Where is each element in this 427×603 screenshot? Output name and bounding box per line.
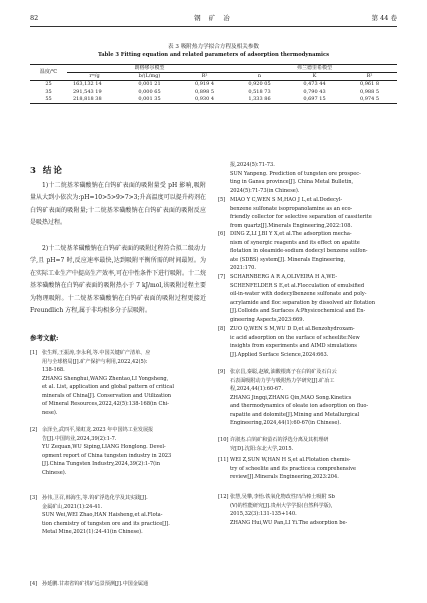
- table-cell: 1,333 86: [232, 96, 287, 104]
- table-cell: 0,919 4: [194, 81, 215, 88]
- reference-item: [30, 580, 206, 589]
- reference-number: [12]: [218, 494, 229, 500]
- section-title: 3 结论: [30, 166, 64, 176]
- reference-text: 张京昌,秦聪,赵敏,油酸根离子在白钨矿及石白云 石表面吸附动力学与吸附热力学研究[J].矿冶工 程,2024,44(1):60-67. ZHANG Jingqi,ZHANG Qin,MAO Song.Kinetics and thermodynamics of oleate ion adsorption on fluo- rapatite and dolomite[J].Mining and Metallurgical Engineering,2024,44(1):60-67(in Chinese).: [230, 369, 369, 427]
- reference-item: [218, 493, 398, 527]
- reference-text: 许淑杰.白钨矿和萤石的浮选分离及其机理研 究[D].沈阳:东北大学,2015.: [230, 437, 329, 452]
- reference-number: [10]: [218, 437, 229, 443]
- reference-number: [5]: [218, 197, 226, 203]
- reference-text: ZUO Q,WEN S M,WU D D,et al.Benzohydroxam- ic acid adsorption on the surface of scheelite:New insights from experiments and AIMD simulations [J].Applied Surface Science,2024:663.: [230, 326, 360, 358]
- table-cell: 35: [45, 88, 52, 95]
- reference-number: [6]: [218, 231, 226, 237]
- col-header: n: [232, 73, 287, 81]
- table-cell: 0,518 73: [248, 88, 271, 95]
- table-caption-cn: 表 3 吸附热力学拟合方程及相关参数: [167, 44, 260, 50]
- table-caption: [30, 43, 397, 59]
- reference-text: 报,2024(5):71-73. SUN Yanpeng. Prediction of tungsten ore prospec- ting in Gansu province[J]. China Metal Bulletin, 2024(5):71-73(in Chinese).: [230, 162, 361, 194]
- table-cell: 0,697 15: [287, 96, 342, 104]
- reference-item: [218, 196, 398, 230]
- reference-text: 孙伟,卫召,韩海生,等.钨矿浮选化学及其实践[J]. 金属矿山,2021(1):24-41. SUN Wei,WEI Zhao,HAN Haisheng,et al.Flota- tion chemistry of tungsten ore and its practice[J]. Metal Mine,2021(1):24-41(in Chinese).: [42, 495, 170, 536]
- table-cell: 0,000 65: [138, 88, 161, 95]
- table-caption-en: Table 3 Fitting equation and related parameters of adsorption thermodynamics: [97, 52, 330, 58]
- reference-text: MIAO Y C,WEN S M,HAO J L,et al.Dodecyl- benzene sulfonate isopropanolamine as an eco- friendly collector for selective separation of cassiterite from quartz[J].Minerals Engineering,2022:108.: [230, 197, 372, 229]
- table-cell: 0,974 5: [342, 96, 397, 104]
- col-header: R²: [177, 73, 232, 81]
- col-header: b/(L/mg): [122, 73, 177, 81]
- col-temperature: 温度/℃: [30, 65, 67, 81]
- table-cell: 0,790 43: [303, 88, 326, 95]
- reference-text: 张慧,吴攀,李怡.铁氧化物改性凹凸棒土吸附 Sb (V)的性能研究[J].贵州大学学报(自然科学版), 2015,32(3):131-135+140. ZHANG Hui,WU Pan,LI Yi.The adsorption be-: [230, 494, 348, 526]
- reference-text: 余泽全,武四平,梁虹龙.2023 年中国钨工业发展报 告[J].中国钨业,2024,39(2):1-7. YU Zequan,WU Siping,LIANG Honglong. Devel- opment report of China tungsten industry in 2023 [J].China Tungsten Industry,2024,39(2):1-7(in Chinese).: [42, 427, 172, 476]
- reference-item: [30, 494, 206, 537]
- table-cell: 0,961 8: [359, 81, 380, 88]
- table-row: [30, 81, 397, 89]
- reference-text: 张生辉,王振涛,李永利,等.中国关键矿产清单、应 用与全球格局[J].矿产保护与利用,2022,42(5): 138-168. ZHANG Shenghui,WANG Zhentao,LI Yongsheng, et al. List, application and global pattern of critical minerals of China[J]. Conservation and Utilization of Mineral Resources,2022,42(5):138-168(in Chi- nese).: [42, 350, 174, 416]
- table-cell: 25: [45, 81, 52, 88]
- volume-label: 第 44 卷: [371, 14, 397, 22]
- table-row: [30, 96, 397, 104]
- group-langmuir: 朗格缪尔模型: [67, 65, 232, 73]
- table-cell: 218,818 38: [67, 96, 122, 104]
- col-header: R²: [342, 73, 397, 81]
- table-cell: 0,930 4: [177, 96, 232, 104]
- col-header: K: [287, 73, 342, 81]
- reference-number: [1]: [30, 350, 38, 356]
- conclusion-paragraph-2: 2)十二烷基苯磺酸钠在白钨矿表面的吸附过程符合拟二级动力学,且 pH=7 时,反应速率最快,达到吸附平衡所需的时间最短。为在实际工业生产中提高生产效率,可在中性条件下进行吸附。十二烷基苯磺酸钠在白钨矿表面的吸附热小于 7 kJ/mol,该吸附过程主要为物理吸附。十二烷基苯磺酸钠在白钨矿表面的吸附过程更接近 Freundlich 方程,属于非均相多分子层吸附。: [30, 245, 206, 315]
- reference-item: [218, 368, 398, 428]
- table-cell: 0,001 35: [122, 96, 177, 104]
- conclusion-paragraph-1: 1)十二烷基苯磺酸钠在白钨矿表面的吸附量受 pH 影响,吸附量从大到小依次为:pH=10>5>9>7>3;升高温度可以提升药剂在白钨矿表面的吸附量;十二烷基苯磺酸钠在白钨矿表面的吸附反应是吸热过程。: [30, 182, 206, 227]
- reference-text: WEI Z,SUN W,HAN H S,et al.Flotation chemis- try of scheelite and its practice:a comprehensive review[J].Minerals Engineering,2023:204.: [230, 457, 357, 481]
- reference-item: [30, 426, 206, 477]
- journal-title: 钢 矿 冶: [194, 14, 233, 22]
- reference-item: [218, 456, 398, 482]
- reference-text: 孙延鹏.甘肃省钨矿找矿远景预测[J].中国金属通: [42, 581, 149, 587]
- table-cell: 55: [30, 96, 67, 104]
- references-title: 参考文献:: [30, 334, 59, 342]
- page-header: [30, 12, 397, 27]
- reference-text: DING Z,LI J,BI Y X,et al.The adsorption mecha- nism of synergic reagents and its effect on apatite flotation in oleamide-sodium dodecyl benzene sulfon- ate (SDBS) system[J]. Minerals Engineering, 2021:170.: [230, 231, 368, 272]
- col-header: rᵐ/g: [67, 73, 122, 81]
- reference-number: [8]: [218, 326, 226, 332]
- table-cell: 291,543 19: [73, 88, 102, 95]
- reference-number: [7]: [218, 274, 226, 280]
- thermodynamics-table: [30, 64, 397, 104]
- reference-number: [11]: [218, 457, 229, 463]
- table-cell: 0,898 5: [194, 88, 215, 95]
- table-cell: 0,473 44: [303, 81, 326, 88]
- reference-item: [218, 273, 398, 324]
- table-cell: 0,988 5: [359, 88, 380, 95]
- page-number: 82: [30, 14, 39, 22]
- reference-number: [4]: [30, 581, 38, 587]
- table-row: [30, 89, 397, 96]
- reference-item: [218, 161, 398, 195]
- reference-item: [30, 349, 206, 417]
- group-freundlich: 弗兰德里希模型: [232, 65, 397, 73]
- reference-number: [2]: [30, 427, 38, 433]
- table-cell: 0,920 05: [248, 81, 271, 88]
- reference-number: [3]: [30, 495, 38, 501]
- table-cell: 163,132 14: [73, 81, 102, 88]
- reference-item: [218, 230, 398, 273]
- reference-number: [9]: [218, 369, 226, 375]
- reference-item: [218, 436, 398, 453]
- reference-text: SCHARNBERG A R A,OLIVEIRA H A,WE- SCHENFELDER S E,et al.Flocculation of emulsified oil-in-water with dodecylbenzene sulfonate and poly- acrylamide and floc separation by dissolved air flotation [J].Colloids and Surfaces A:Physicochemical and En- gineering Aspects,2023:669.: [230, 274, 376, 323]
- reference-item: [218, 325, 398, 359]
- table-cell: 0,001 21: [138, 81, 161, 88]
